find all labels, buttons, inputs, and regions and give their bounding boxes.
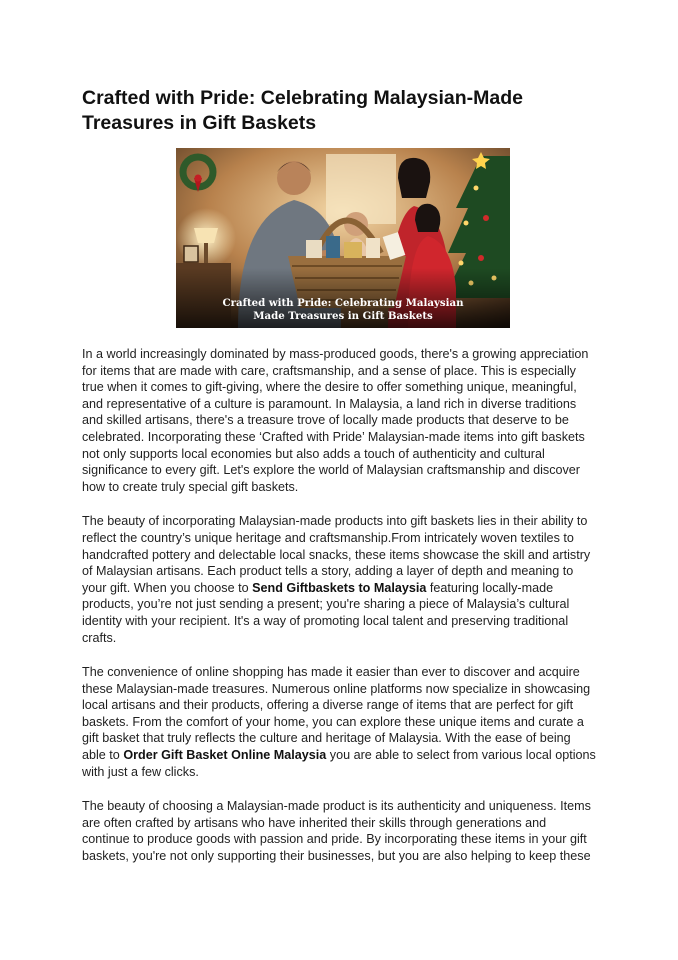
paragraph-2-text-end: featuring locally-made products, you’re not just sending a present; you're sharing a piece of Malaysia’s cultural identity with your recipient. It's a way of promoting local talent and preserving traditional crafts. bbox=[82, 580, 570, 645]
paragraph-2 bbox=[82, 513, 596, 646]
order-gift-basket-online-keyword: Order Gift Basket Online Malaysia bbox=[123, 748, 327, 763]
article-title: Crafted with Pride: Celebrating Malaysian-Made Treasures in Gift Baskets bbox=[82, 87, 524, 134]
paragraph-3-text-start: The convenience of online shopping has made it easier than ever to discover and acquire these Malaysian-made treasures. Numerous online platforms now specialize in showcasing local artisans and their products, offering a diverse range of items that are perfect for gift baskets. From the comfort of your home, you can explore these unique items and curate a gift basket that truly reflects the culture and heritage of Malaysia. With the ease of being able to bbox=[82, 665, 591, 763]
paragraph-3-text-end: you are able to select from various local options with just a few clicks. bbox=[82, 748, 596, 779]
article-body bbox=[82, 346, 596, 883]
paragraph-4: The beauty of choosing a Malaysian-made product is its authenticity and uniqueness. Items are often crafted by artisans who have inherited their skills through generations and continue to produce goods with passion and pride. By incorporating these items in your gift baskets, you're not only supporting their businesses, but you are also helping to keep these bbox=[82, 799, 591, 864]
hero-caption-line-2: Made Treasures in Gift Baskets bbox=[253, 310, 433, 322]
paragraph-3 bbox=[82, 664, 596, 780]
send-giftbaskets-malaysia-keyword: Send Giftbaskets to Malaysia bbox=[252, 580, 427, 595]
family-gift-basket-illustration bbox=[176, 148, 510, 328]
paragraph-1: In a world increasingly dominated by mass-produced goods, there's a growing appreciation for items that are made with care, craftsmanship, and a sense of place. This is especially true when it comes to gift-giving, where the desire to offer something unique, meaningful, and representative of a culture is paramount. In Malaysia, a land rich in diverse traditions and skilled artisans, there's a treasure trove of locally made products that deserve to be celebrated. Incorporating these ‘Crafted with Pride’ Malaysian-made items into gift baskets not only supports local economies but also adds a touch of authenticity and cultural significance to every gift. Let's explore the world of Malaysian craftsmanship and discover how to create truly special gift baskets. bbox=[82, 347, 589, 494]
paragraph-2-text-start: The beauty of incorporating Malaysian-made products into gift baskets lies in their ability to reflect the country’s unique heritage and craftsmanship.From intricately woven textiles to handcrafted pottery and delectable local snacks, these items showcase the skill and artistry of Malaysian artisans. Each product tells a story, adding a layer of depth and meaning to your gift. When you choose to bbox=[82, 514, 591, 595]
hero-image bbox=[176, 148, 510, 328]
hero-caption-line-1: Crafted with Pride: Celebrating Malaysian bbox=[222, 297, 464, 309]
